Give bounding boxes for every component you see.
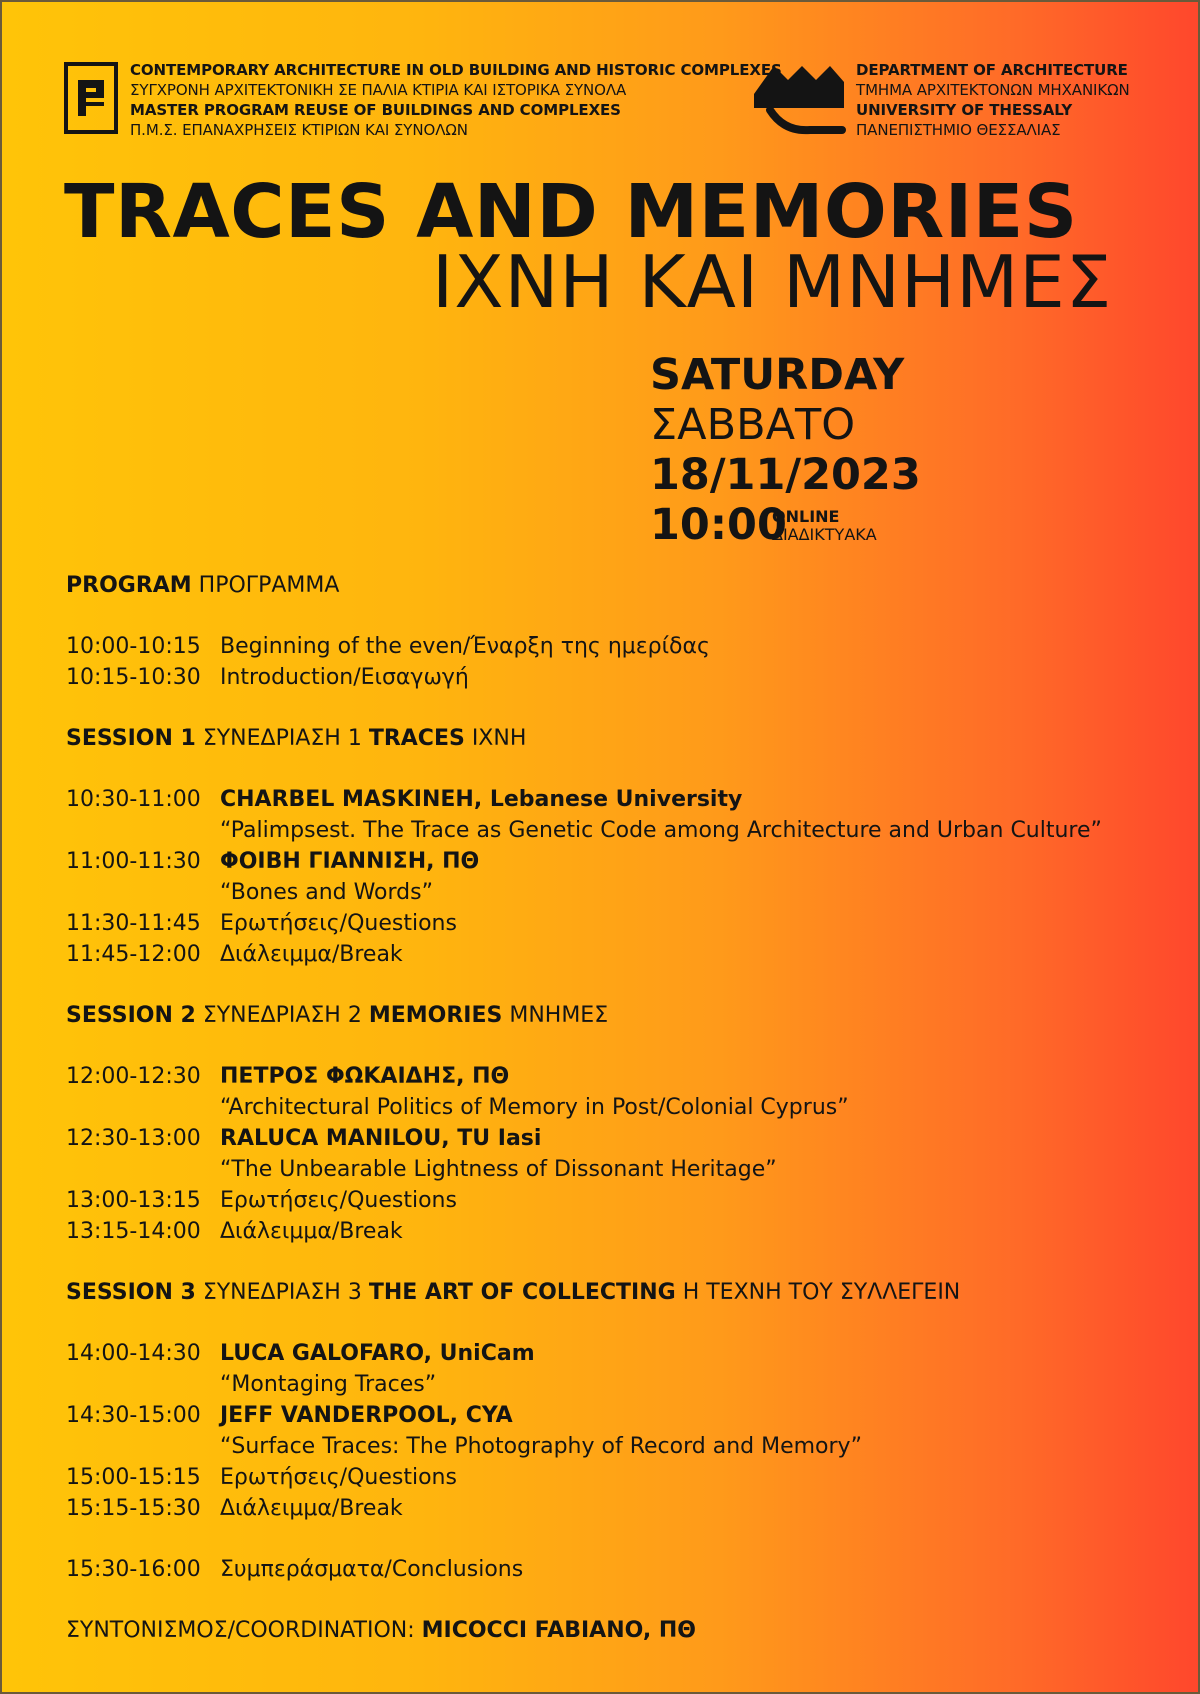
program-logo-icon	[64, 62, 118, 134]
row-text: Introduction/Εισαγωγή	[220, 665, 469, 690]
row-text: Συμπεράσματα/Conclusions	[220, 1557, 524, 1582]
row-time: 14:00-14:30	[66, 1341, 201, 1366]
session-theme: TRACES	[368, 726, 465, 751]
header	[64, 60, 1144, 140]
session-theme-gr: Η ΤΕΧΝΗ ΤΟΥ ΣΥΛΛΕΓΕΙΝ	[675, 1280, 961, 1305]
row-time: 11:30-11:45	[66, 911, 201, 936]
time-row	[650, 500, 921, 552]
row-time: 10:15-10:30	[66, 665, 201, 690]
university-gr: ΠΑΝΕΠΙΣΤΗΜΙΟ ΘΕΣΣΑΛΙΑΣ	[856, 121, 1061, 139]
coordination-label: ΣΥΝΤΟΝΙΣΜΟΣ/COORDINATION:	[66, 1618, 422, 1643]
talk-title-row	[66, 1092, 1146, 1123]
event-date-block	[650, 350, 921, 552]
session-theme-gr: ΙΧΝΗ	[464, 726, 527, 751]
department-gr: ΤΜΗΜΑ ΑΡΧΙΤΕΚΤΟΝΩΝ ΜΗΧΑΝΙΚΩΝ	[856, 81, 1130, 99]
program-info	[130, 60, 782, 140]
talk-title: “Palimpsest. The Trace as Genetic Code among Architecture and Urban Culture”	[220, 818, 1102, 843]
program-heading-en: PROGRAM	[66, 573, 192, 598]
row-text: Διάλειμμα/Break	[220, 942, 403, 967]
talk-title-row	[66, 815, 1146, 846]
schedule-row	[66, 846, 1146, 877]
coordination-name: MICOCCI FABIANO, ΠΘ	[421, 1618, 696, 1643]
department-en: DEPARTMENT OF ARCHITECTURE	[856, 61, 1128, 79]
schedule-row	[66, 939, 1146, 970]
schedule-row	[66, 662, 1146, 693]
row-text: Beginning of the even/Έναρξη της ημερίδας	[220, 634, 710, 659]
row-time: 13:00-13:15	[66, 1188, 201, 1213]
talk-title: “Montaging Traces”	[220, 1372, 437, 1397]
speaker: ΦΟΙΒΗ ΓΙΑΝΝΙΣΗ, ΠΘ	[220, 849, 480, 874]
talk-title-row	[66, 1154, 1146, 1185]
session-label: SESSION 1	[66, 726, 196, 751]
schedule-row	[66, 784, 1146, 815]
master-program-en: MASTER PROGRAM REUSE OF BUILDINGS AND COMPLEXES	[130, 101, 621, 119]
schedule-row	[66, 631, 1146, 662]
speaker: RALUCA MANILOU, TU Iasi	[220, 1126, 542, 1151]
row-time: 11:00-11:30	[66, 849, 201, 874]
row-text: Διάλειμμα/Break	[220, 1219, 403, 1244]
online-label	[772, 508, 877, 544]
session-label-gr: ΣΥΝΕΔΡΙΑΣΗ 2	[195, 1003, 369, 1028]
program-heading-gr: ΠΡΟΓΡΑΜΜΑ	[191, 573, 340, 598]
schedule-row	[66, 1400, 1146, 1431]
row-time: 12:00-12:30	[66, 1064, 201, 1089]
online-en: ONLINE	[772, 507, 840, 526]
program-title-gr: ΣΥΓΧΡΟΝΗ ΑΡΧΙΤΕΚΤΟΝΙΚΗ ΣΕ ΠΑΛΙΑ ΚΤΙΡΙΑ ΚΑΙ ΙΣΤΟΡΙΚΑ ΣΥΝΟΛΑ	[130, 81, 627, 99]
speaker: LUCA GALOFARO, UniCam	[220, 1341, 535, 1366]
start-time: 10:00	[650, 500, 787, 550]
session-theme: MEMORIES	[368, 1003, 503, 1028]
row-time: 11:45-12:00	[66, 942, 201, 967]
speaker: JEFF VANDERPOOL, CYA	[220, 1403, 513, 1428]
session-label-gr: ΣΥΝΕΔΡΙΑΣΗ 3	[195, 1280, 369, 1305]
conclusions-row	[66, 1554, 1146, 1585]
program	[66, 570, 1146, 1646]
talk-title: “Architectural Politics of Memory in Post/Colonial Cyprus”	[220, 1095, 849, 1120]
session-label: SESSION 2	[66, 1003, 196, 1028]
row-text: Διάλειμμα/Break	[220, 1496, 403, 1521]
session-label-gr: ΣΥΝΕΔΡΙΑΣΗ 1	[195, 726, 369, 751]
schedule-row	[66, 1493, 1146, 1524]
event-title-gr: ΙΧΝΗ ΚΑΙ ΜΝΗΜΕΣ	[432, 240, 1113, 324]
university-en: UNIVERSITY OF THESSALY	[856, 101, 1073, 119]
schedule-row	[66, 1338, 1146, 1369]
session-1-heading	[66, 723, 1146, 754]
row-text: Ερωτήσεις/Questions	[220, 1188, 457, 1213]
row-time: 13:15-14:00	[66, 1219, 201, 1244]
program-title-en: CONTEMPORARY ARCHITECTURE IN OLD BUILDING AND HISTORIC COMPLEXES	[130, 61, 782, 79]
row-text: Ερωτήσεις/Questions	[220, 1465, 457, 1490]
event-title-en: TRACES AND MEMORIES	[64, 169, 1078, 255]
row-time: 15:00-15:15	[66, 1465, 201, 1490]
schedule-row	[66, 1216, 1146, 1247]
speaker: CHARBEL MASKINEH, Lebanese University	[220, 787, 743, 812]
talk-title-row	[66, 1431, 1146, 1462]
row-time: 15:30-16:00	[66, 1557, 201, 1582]
talk-title: “The Unbearable Lightness of Dissonant Heritage”	[220, 1157, 777, 1182]
schedule-row	[66, 1462, 1146, 1493]
university-logo-icon	[750, 60, 848, 136]
online-gr: ΔΙΑΔΙΚΤΥΑΚΑ	[772, 525, 877, 544]
row-time: 10:00-10:15	[66, 634, 201, 659]
row-time: 10:30-11:00	[66, 787, 201, 812]
row-time: 12:30-13:00	[66, 1126, 201, 1151]
department-info	[856, 60, 1130, 140]
program-heading	[66, 570, 1146, 601]
row-time: 15:15-15:30	[66, 1496, 201, 1521]
master-program-gr: Π.Μ.Σ. ΕΠΑΝΑΧΡΗΣΕΙΣ ΚΤΙΡΙΩΝ ΚΑΙ ΣΥΝΟΛΩΝ	[130, 121, 468, 139]
talk-title: “Bones and Words”	[220, 880, 433, 905]
session-label: SESSION 3	[66, 1280, 196, 1305]
schedule-row	[66, 1185, 1146, 1216]
talk-title: “Surface Traces: The Photography of Record and Memory”	[220, 1434, 862, 1459]
talk-title-row	[66, 1369, 1146, 1400]
schedule-row	[66, 1061, 1146, 1092]
session-theme-gr: ΜΝΗΜΕΣ	[502, 1003, 609, 1028]
speaker: ΠΕΤΡΟΣ ΦΩΚΑΙΔΗΣ, ΠΘ	[220, 1064, 510, 1089]
row-text: Ερωτήσεις/Questions	[220, 911, 457, 936]
session-theme: THE ART OF COLLECTING	[368, 1280, 676, 1305]
day-gr: ΣΑΒΒΑΤΟ	[650, 400, 856, 450]
session-3-heading	[66, 1277, 1146, 1308]
event-date: 18/11/2023	[650, 450, 921, 500]
session-2-heading	[66, 1000, 1146, 1031]
day-en: SATURDAY	[650, 350, 905, 400]
schedule-row	[66, 1123, 1146, 1154]
row-time: 14:30-15:00	[66, 1403, 201, 1428]
talk-title-row	[66, 877, 1146, 908]
coordination	[66, 1615, 1146, 1646]
schedule-row	[66, 908, 1146, 939]
